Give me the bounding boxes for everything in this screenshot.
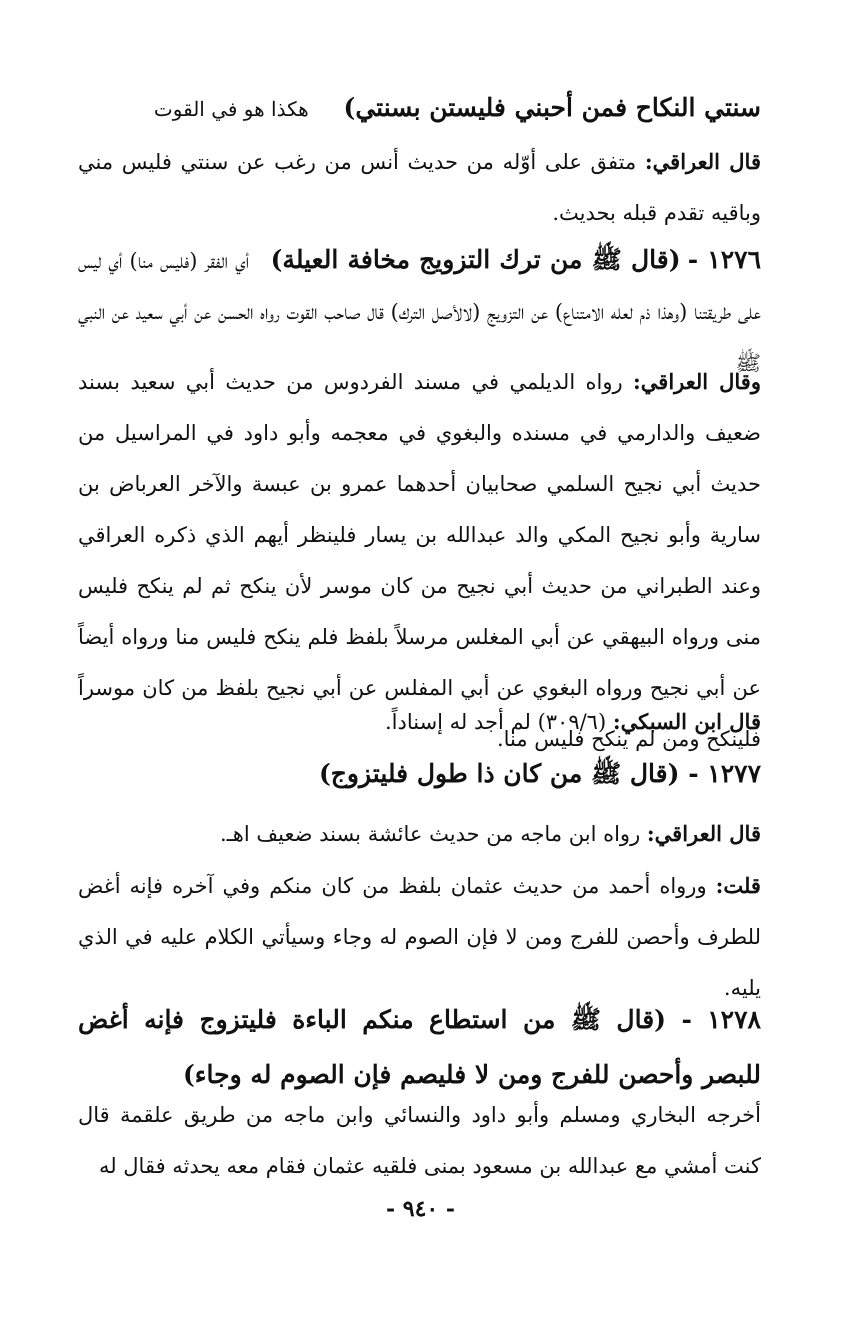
block-6 [78, 746, 761, 801]
hadith-text: (قال ﷺ من كان ذا طول فليتزوج) [318, 759, 680, 788]
block-2 [78, 136, 761, 239]
source-label: قلت: [715, 873, 761, 898]
block-7 [78, 808, 761, 860]
commentary-text: أخرجه البخاري ومسلم وأبو داود والنسائي وابن ماجه من طريق علقمة قال كنت أمشي مع عبدالله بن مسعود بمنى فلقيه عثمان فقام معه يحدثه فقال له [78, 1103, 761, 1178]
commentary-text: متفق على أوّله من حديث أنس من رغب عن سنتي فليس مني وباقيه تقدم قبله بحديث. [78, 150, 761, 225]
source-label: وقال العراقي: [633, 369, 761, 394]
hadith-text: (قال ﷺ من ترك التزويج مخافة العيلة) [270, 245, 681, 274]
hadith-text: (قال ﷺ من استطاع منكم الباءة فليتزوج فإنه أغض للبصر وأحصن للفرج ومن لا فليصم فإن الصوم له وجاء) [78, 1005, 761, 1089]
block-10 [78, 1090, 761, 1192]
block-1 [78, 80, 761, 137]
hadith-text: سنتي النكاح فمن أحبني فليستن بسنتي) [343, 93, 761, 122]
page-number: - ٩٤٠ - [385, 1196, 456, 1222]
hadith-number: ١٢٧٦ - [687, 245, 761, 274]
commentary-text: أي الفقر (فليس منا) أي ليس على طريقتنا (وهذا ذم لعله الامتناع) عن التزويج (لالأصل الترك) قال صاحب القوت رواه الحسن عن أبي سعيد عن النبي ﷺ [78, 249, 761, 375]
source-label: قال العراقي: [644, 149, 761, 174]
block-9 [78, 992, 761, 1102]
commentary-text: هكذا هو في القوت [153, 97, 309, 121]
source-label: قال العراقي: [646, 821, 761, 846]
hadith-number: ١٢٧٧ - [688, 759, 761, 788]
commentary-text: (٣٠٩/٦) لم أجد له إسناداً. [384, 710, 607, 734]
block-8 [78, 860, 761, 1014]
block-5 [78, 696, 761, 748]
hadith-number: ١٢٧٨ - [681, 1005, 761, 1034]
source-label: قال ابن السبكي: [612, 709, 761, 734]
commentary-text: رواه الديلمي في مسند الفردوس من حديث أبي سعيد بسند ضعيف والدارمي في مسنده والبغوي في معجمه وأبو داود في المراسيل من حديث أبي نجيح السلمي صحابيان أحدهما عمرو بن عبسة والآخر العرباض بن سارية وأبو نجيح المكي والد عبدالله بن يسار فلينظر أيهم الذي ذكره العراقي وعند الطبراني من حديث أبي نجيح من كان موسر لأن ينكح ثم لم ينكح فليس منى ورواه البيهقي عن أبي المغلس مرسلاً بلفظ فلم ينكح فليس منا ورواه أيضاً عن أبي نجيح ورواه البغوي عن أبي المفلس عن أبي نجيح بلفظ من كان موسراً فلينكح ومن لم ينكح فليس منا. [78, 370, 761, 751]
commentary-text: ورواه أحمد من حديث عثمان بلفظ من كان منكم وفي آخره فإنه أغض للطرف وأحصن للفرج ومن لا فإن الصوم له وجاء وسيأتي الكلام عليه في الذي يليه. [78, 874, 761, 1000]
commentary-text: رواه ابن ماجه من حديث عائشة بسند ضعيف اهـ. [219, 822, 641, 846]
